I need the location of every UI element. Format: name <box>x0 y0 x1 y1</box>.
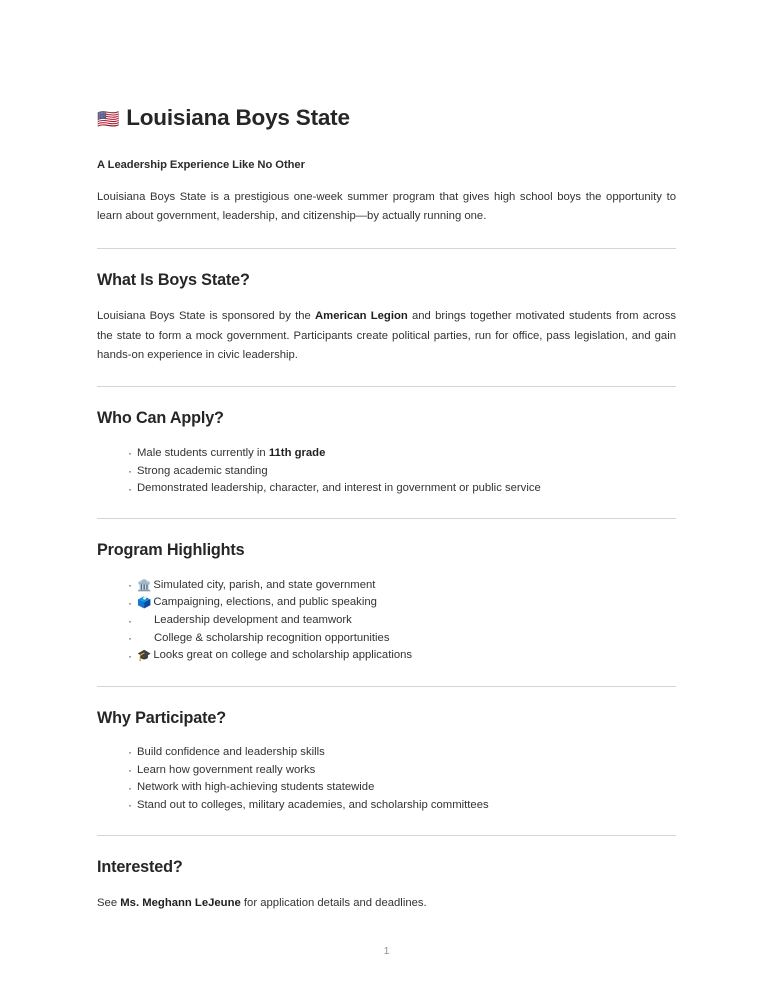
list-item <box>128 797 676 814</box>
why-participate-list <box>97 744 676 814</box>
list-item <box>128 463 676 480</box>
graduation-cap-icon: 🎓 <box>137 650 152 663</box>
who-can-apply-list <box>97 445 676 497</box>
paragraph-text-pre: See <box>97 896 121 909</box>
section-divider <box>97 248 676 249</box>
section-heading-what-is-boys-state: What Is Boys State? <box>97 270 250 289</box>
ballot-box-icon: 🗳️ <box>137 597 152 610</box>
list-item <box>128 480 676 497</box>
section-heading-interested: Interested? <box>97 858 183 877</box>
list-item <box>128 577 676 594</box>
list-item-text-pre: Strong academic standing <box>137 464 268 477</box>
list-item <box>128 762 676 779</box>
section-divider <box>97 518 676 519</box>
page-subtitle: A Leadership Experience Like No Other <box>97 158 305 171</box>
classical-building-icon: 🏛️ <box>137 579 152 592</box>
list-item-text-bold: 11th grade <box>268 446 326 459</box>
paragraph-text-pre: Louisiana Boys State is sponsored by the <box>97 310 316 323</box>
paragraph-text-post: for application details and deadlines. <box>240 896 427 909</box>
document-content <box>97 105 676 913</box>
list-item-text: Stand out to colleges, military academies, and scholarship committees <box>137 798 489 811</box>
list-item-text: Leadership development and teamwork <box>154 614 352 627</box>
page-number: 1 <box>383 946 390 957</box>
section-heading-why-participate: Why Participate? <box>97 708 226 727</box>
section-divider <box>97 835 676 836</box>
us-flag-icon: 🇺🇸 <box>97 108 120 129</box>
list-item-text-pre: Male students currently in <box>137 446 269 459</box>
paragraph-text-bold: American Legion <box>315 310 408 323</box>
list-item <box>128 647 676 664</box>
list-item-text: Network with high-achieving students statewide <box>137 781 375 794</box>
section-paragraph-what-is-boys-state <box>97 307 676 365</box>
contact-name: Ms. Meghann LeJeune <box>120 896 241 909</box>
list-item-text: Learn how government really works <box>137 763 316 776</box>
paragraph-text-post: and brings together motivated students from across the state to form a mock government. Participants create political parties, run for office, pass legislation, and gain hands-on experience in civic leadership. <box>97 310 676 361</box>
list-item <box>128 630 676 647</box>
list-item-text: College & scholarship recognition opportunities <box>154 631 390 644</box>
program-highlights-list <box>97 577 676 665</box>
list-item-text: Simulated city, parish, and state government <box>153 578 376 591</box>
list-item <box>128 744 676 761</box>
section-divider <box>97 686 676 687</box>
page-title <box>97 105 676 131</box>
list-item-text: Looks great on college and scholarship applications <box>153 649 413 662</box>
list-item <box>128 612 676 629</box>
list-item <box>128 445 676 462</box>
section-heading-program-highlights: Program Highlights <box>97 541 245 560</box>
list-item-text: Build confidence and leadership skills <box>137 745 325 758</box>
list-item-text-pre: Demonstrated leadership, character, and interest in government or public service <box>137 482 541 495</box>
section-paragraph-interested <box>97 894 676 913</box>
intro-paragraph: Louisiana Boys State is a prestigious one-week summer program that gives high school boys the opportunity to learn about government, leadership, and citizenship—by actually running one. <box>97 190 676 223</box>
list-item-text: Campaigning, elections, and public speaking <box>153 596 377 609</box>
list-item <box>128 594 676 611</box>
list-item <box>128 779 676 796</box>
page-title-text: Louisiana Boys State <box>126 105 350 130</box>
section-divider <box>97 386 676 387</box>
section-heading-who-can-apply: Who Can Apply? <box>97 409 224 428</box>
